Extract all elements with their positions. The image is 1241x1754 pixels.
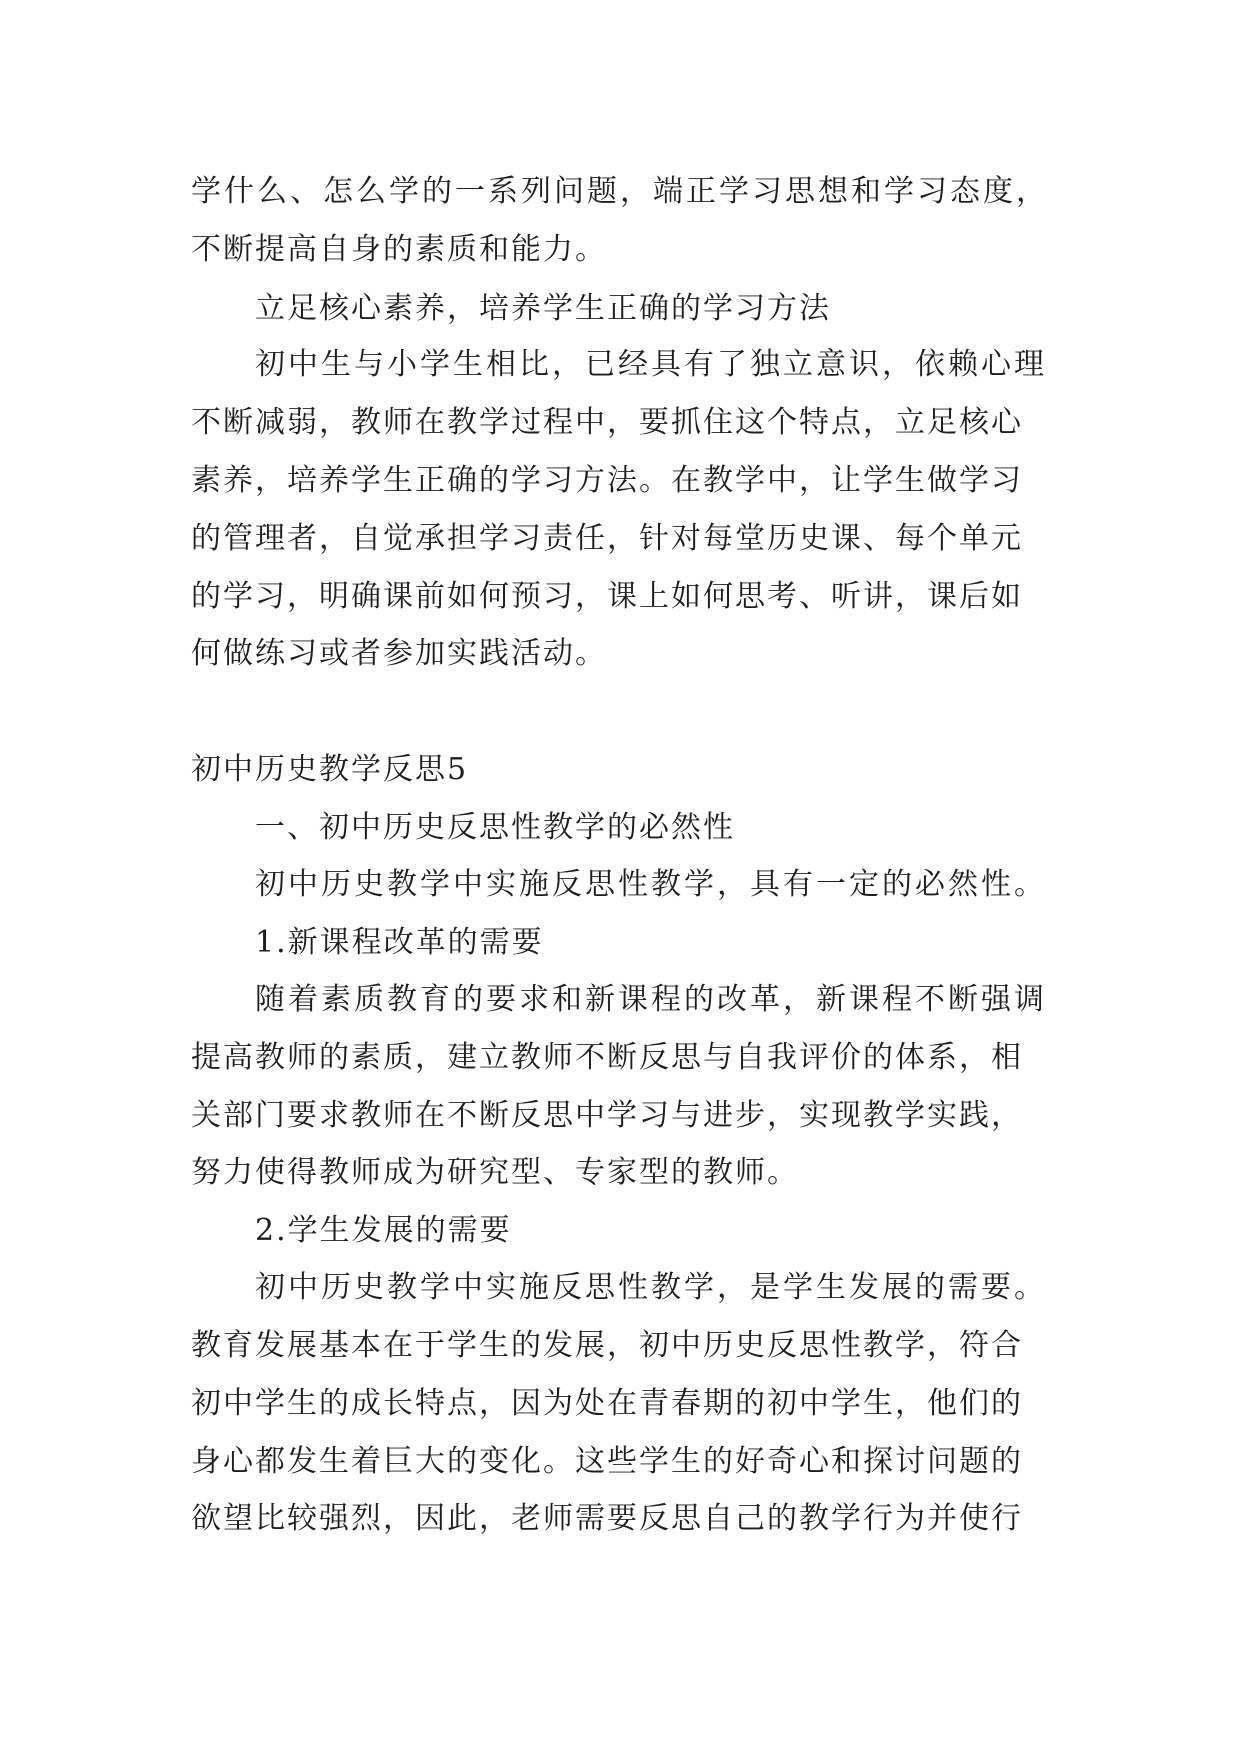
paragraph-line: 初中历史教学中实施反思性教学，是学生发展的需要。: [255, 1270, 1047, 1305]
subsection-heading: 2.学生发展的需要: [255, 1213, 512, 1248]
paragraph-line: 初中生与小学生相比，已经具有了独立意识，依赖心理: [255, 347, 1047, 382]
paragraph-line: 不断减弱，教师在教学过程中，要抓住这个特点，立足核心: [191, 405, 1023, 440]
article-title: 初中历史教学反思5: [191, 752, 469, 787]
paragraph-line: 初中学生的成长特点，因为处在青春期的初中学生，他们的: [191, 1386, 1023, 1421]
section-heading: 一、初中历史反思性教学的必然性: [255, 810, 735, 845]
paragraph-line: 学什么、怎么学的一系列问题，端正学习思想和学习态度，: [191, 174, 1049, 209]
paragraph-line: 努力使得教师成为研究型、专家型的教师。: [191, 1155, 799, 1190]
paragraph-line: 何做练习或者参加实践活动。: [191, 636, 607, 671]
paragraph-line: 初中历史教学中实施反思性教学，具有一定的必然性。: [255, 867, 1047, 902]
section-heading: 立足核心素养，培养学生正确的学习方法: [255, 291, 831, 326]
paragraph-line: 提高教师的素质，建立教师不断反思与自我评价的体系，相: [191, 1040, 1023, 1075]
subsection-heading: 1.新课程改革的需要: [255, 925, 544, 960]
paragraph-line: 教育发展基本在于学生的发展，初中历史反思性教学，符合: [191, 1328, 1023, 1363]
paragraph-line: 欲望比较强烈，因此，老师需要反思自己的教学行为并使行: [191, 1501, 1023, 1536]
paragraph-line: 不断提高自身的素质和能力。: [191, 232, 607, 267]
paragraph-line: 随着素质教育的要求和新课程的改革，新课程不断强调: [255, 982, 1047, 1017]
paragraph-line: 身心都发生着巨大的变化。这些学生的好奇心和探讨问题的: [191, 1444, 1023, 1479]
paragraph-line: 关部门要求教师在不断反思中学习与进步，实现教学实践，: [191, 1098, 1023, 1133]
paragraph-line: 的管理者，自觉承担学习责任，针对每堂历史课、每个单元: [191, 521, 1023, 556]
paragraph-line: 素养，培养学生正确的学习方法。在教学中，让学生做学习: [191, 463, 1023, 498]
paragraph-line: 的学习，明确课前如何预习，课上如何思考、听讲，课后如: [191, 579, 1023, 614]
